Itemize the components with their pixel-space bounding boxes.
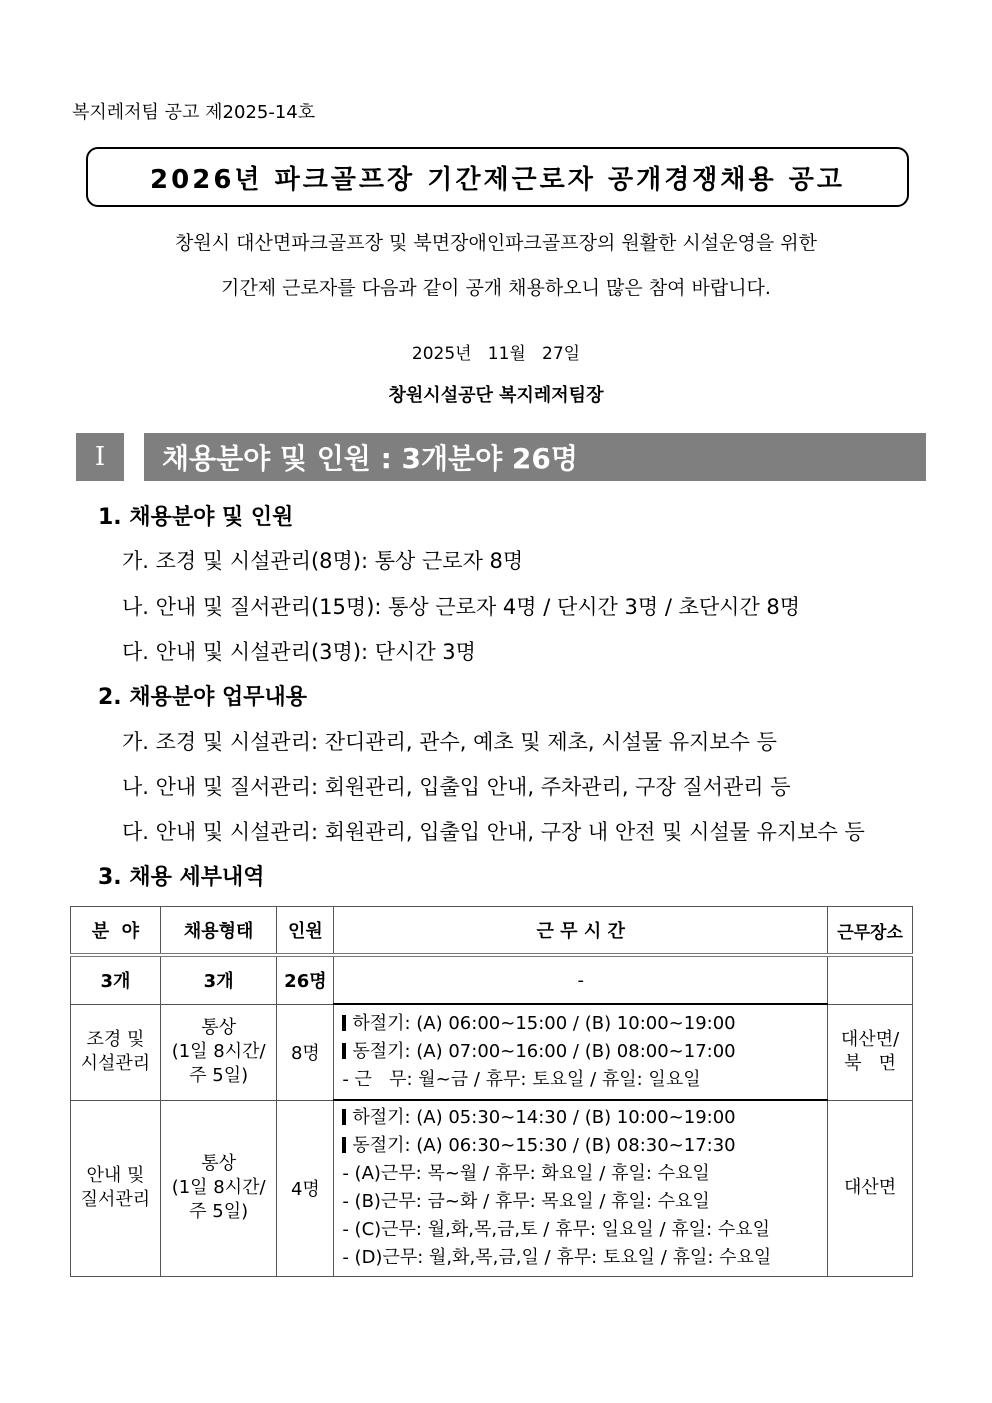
summary-cell: 3개 xyxy=(71,955,161,1004)
table-row xyxy=(71,1100,913,1276)
intro-line-1: 창원시 대산면파크골프장 및 북면장애인파크골프장의 원활한 시설운영을 위한 xyxy=(175,232,817,254)
field-cell: 조경 및 시설관리 xyxy=(71,1004,161,1100)
summary-cell: - xyxy=(334,955,828,1004)
table-summary-row xyxy=(71,955,913,1004)
bullet-icon xyxy=(342,1109,346,1125)
header-cell: 분 야 xyxy=(71,907,161,956)
header-cell: 근 무 시 간 xyxy=(334,907,828,956)
header-cell: 채용형태 xyxy=(160,907,277,956)
hours-cell xyxy=(334,1100,828,1276)
list-item: 다. 안내 및 시설관리(3명): 단시간 3명 xyxy=(122,640,476,664)
list-item: 가. 조경 및 시설관리(8명): 통상 근로자 8명 xyxy=(122,549,524,573)
intro-line-2: 기간제 근로자를 다음과 같이 공개 채용하오니 많은 참여 바랍니다. xyxy=(221,277,771,299)
type-cell: 통상 (1일 8시간/ 주 5일) xyxy=(160,1004,277,1100)
list-item: 나. 안내 및 질서관리: 회원관리, 입출입 안내, 주차관리, 구장 질서관리 등 xyxy=(122,775,791,799)
field-cell: 안내 및 질서관리 xyxy=(71,1100,161,1276)
list-item: 나. 안내 및 질서관리(15명): 통상 근로자 4명 / 단시간 3명 / 초단시간 8명 xyxy=(122,595,801,619)
list-item: 다. 안내 및 시설관리: 회원관리, 입출입 안내, 구장 내 안전 및 시설물 유지보수 등 xyxy=(122,820,865,844)
hours-line: - (B)근무: 금~화 / 휴무: 목요일 / 휴일: 수요일 xyxy=(342,1191,710,1213)
hours-line: - (D)근무: 월,화,목,금,일 / 휴무: 토요일 / 휴일: 수요일 xyxy=(342,1247,772,1269)
hours-line: - (C)근무: 월,화,목,금,토 / 휴무: 일요일 / 휴일: 수요일 xyxy=(342,1219,771,1241)
hours-line: 하절기: (A) 05:30~14:30 / (B) 10:00~19:00 xyxy=(342,1104,827,1132)
place-cell: 대산면/ 북 면 xyxy=(828,1004,913,1100)
section-title: 채용분야 및 인원 : 3개분야 26명 xyxy=(162,442,578,475)
hours-line: 동절기: (A) 06:30~15:30 / (B) 08:30~17:30 xyxy=(342,1132,827,1160)
place-cell: 대산면 xyxy=(828,1100,913,1276)
subheading-1: 1. 채용분야 및 인원 xyxy=(98,505,294,530)
bullet-icon xyxy=(342,1137,346,1153)
page-title: 2026년 파크골프장 기간제근로자 공개경쟁채용 공고 xyxy=(150,164,845,195)
recruitment-detail-table xyxy=(70,906,913,1277)
type-cell: 통상 (1일 8시간/ 주 5일) xyxy=(160,1100,277,1276)
hours-line: - 근 무: 월~금 / 휴무: 토요일 / 휴일: 일요일 xyxy=(342,1069,701,1090)
list-item: 가. 조경 및 시설관리: 잔디관리, 관수, 예초 및 제초, 시설물 유지보수 등 xyxy=(122,730,777,754)
hours-cell xyxy=(334,1004,828,1100)
summary-cell: 3개 xyxy=(160,955,277,1004)
count-cell: 4명 xyxy=(277,1100,334,1276)
hours-line: 하절기: (A) 06:00~15:00 / (B) 10:00~19:00 xyxy=(342,1010,827,1038)
bullet-icon xyxy=(342,1043,346,1059)
notice-number: 복지레저팀 공고 제2025-14호 xyxy=(72,102,316,123)
hours-line: - (A)근무: 목~월 / 휴무: 화요일 / 휴일: 수요일 xyxy=(342,1163,710,1185)
section-number: Ⅰ xyxy=(76,433,124,481)
bullet-icon xyxy=(342,1015,346,1031)
hours-line: 동절기: (A) 07:00~16:00 / (B) 08:00~17:00 xyxy=(342,1038,827,1066)
header-cell: 인원 xyxy=(277,907,334,956)
summary-cell xyxy=(828,955,913,1004)
count-cell: 8명 xyxy=(277,1004,334,1100)
section-title-bar xyxy=(144,433,926,481)
subheading-3: 3. 채용 세부내역 xyxy=(98,865,265,890)
issuer: 창원시설공단 복지레저팀장 xyxy=(388,385,604,406)
table-row xyxy=(71,1004,913,1100)
summary-cell: 26명 xyxy=(277,955,334,1004)
subheading-2: 2. 채용분야 업무내용 xyxy=(98,685,307,710)
header-cell: 근무장소 xyxy=(828,907,913,956)
table-header-row xyxy=(71,907,913,956)
notice-date: 2025년 11월 27일 xyxy=(411,344,581,364)
title-box xyxy=(86,147,909,207)
